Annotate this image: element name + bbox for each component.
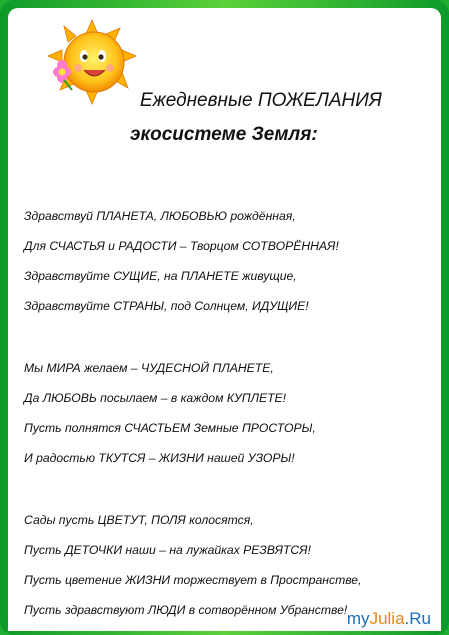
title-line-2: экосистеме Земля: <box>130 124 318 145</box>
poem-line: Пусть здравствуют ЛЮДИ в сотворённом Убранстве! <box>24 603 348 617</box>
poem-line: Пусть полнятся СЧАСТЬЕМ Земные ПРОСТОРЫ, <box>24 421 316 435</box>
poem-line: Сады пусть ЦВЕТУТ, ПОЛЯ колосятся, <box>24 513 254 527</box>
poem-line: Пусть цветение ЖИЗНИ торжествует в Пространстве, <box>24 573 362 587</box>
poem-line: И радостью ТКУТСЯ – ЖИЗНИ нашей УЗОРЫ! <box>24 451 295 465</box>
poem-line: Здравствуйте СТРАНЫ, под Солнцем, ИДУЩИЕ! <box>24 299 309 313</box>
site-watermark: myJulia.Ru <box>346 609 431 628</box>
title-line-1: Ежедневные ПОЖЕЛАНИЯ <box>140 90 382 111</box>
stanza-2 <box>24 353 434 473</box>
poem-line: Здравствуй ПЛАНЕТА, ЛЮБОВЬЮ рождённая, <box>24 209 296 223</box>
poem-line: Да ЛЮБОВЬ посылаем – в каждом КУПЛЕТЕ! <box>24 391 287 405</box>
poem-line: Пусть ДЕТОЧКИ наши – на лужайках РЕЗВЯТСЯ! <box>24 543 311 557</box>
document-page <box>8 8 441 631</box>
poem-line: Мы МИРА желаем – ЧУДЕСНОЙ ПЛАНЕТЕ, <box>24 361 274 375</box>
stanza-3 <box>24 505 434 625</box>
poem-line: Здравствуйте СУЩИЕ, на ПЛАНЕТЕ живущие, <box>24 269 297 283</box>
poem-body <box>24 201 434 625</box>
stanza-1 <box>24 201 434 321</box>
smiling-sun-with-flower-icon <box>42 18 142 106</box>
poem-line: Для СЧАСТЬЯ и РАДОСТИ – Творцом СОТВОРЁННАЯ! <box>24 239 339 253</box>
